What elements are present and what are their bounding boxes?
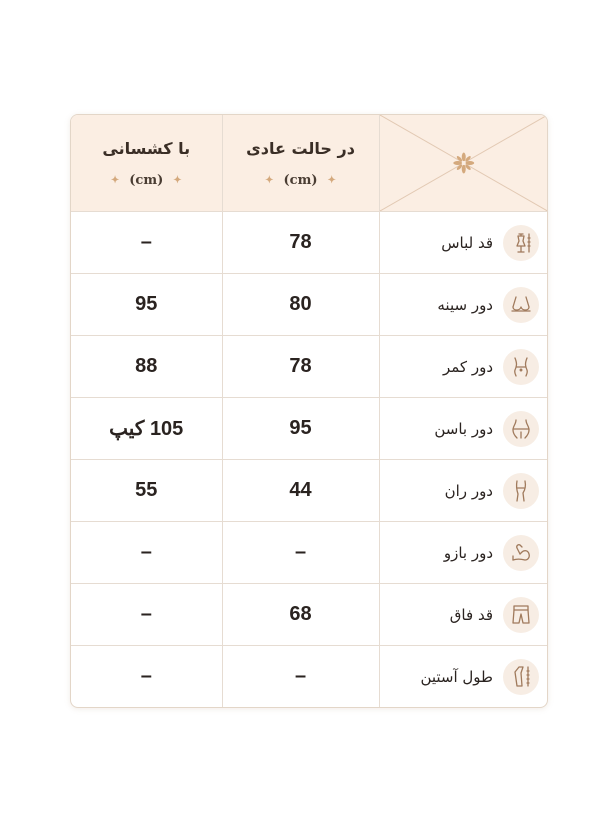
elastic-value: 55 (71, 460, 222, 522)
table-row (71, 646, 547, 707)
header-normal-title: در حالت عادی (246, 138, 355, 158)
elastic-value: 95 (71, 274, 222, 336)
row-label: طول آستین (420, 667, 493, 686)
normal-value: – (222, 646, 379, 707)
table-row (71, 522, 547, 584)
row-label: دور باسن (434, 419, 493, 438)
sleeve-icon (503, 659, 539, 695)
size-table (71, 115, 547, 707)
normal-value: – (222, 522, 379, 584)
header-elastic (71, 115, 222, 212)
row-label: قد لباس (441, 233, 493, 252)
sparkle-icon: ✦ (110, 174, 120, 186)
header-elastic-unit: (cm) (129, 172, 164, 188)
table-row (71, 584, 547, 646)
arm-icon (503, 535, 539, 571)
elastic-value: 105 کیپ (71, 398, 222, 460)
elastic-value: – (71, 646, 222, 707)
bra-icon (503, 287, 539, 323)
header-normal (222, 115, 379, 212)
shorts-icon (503, 597, 539, 633)
table-row (71, 398, 547, 460)
normal-value: 95 (222, 398, 379, 460)
normal-value: 44 (222, 460, 379, 522)
row-label: دور بازو (443, 543, 493, 562)
row-label: دور ران (444, 481, 493, 500)
hip-icon (503, 411, 539, 447)
thigh-icon (503, 473, 539, 509)
row-label: قد فاق (449, 605, 493, 624)
table-row (71, 212, 547, 274)
diagonal-flower-icon (380, 115, 548, 211)
header-normal-unit: (cm) (283, 172, 318, 188)
table-row (71, 336, 547, 398)
row-label: دور سینه (437, 295, 493, 314)
elastic-value: – (71, 522, 222, 584)
normal-value: 78 (222, 212, 379, 274)
table-row (71, 460, 547, 522)
normal-value: 78 (222, 336, 379, 398)
sparkle-icon: ✦ (265, 174, 274, 186)
normal-value: 68 (222, 584, 379, 646)
table-row (71, 274, 547, 336)
sparkle-icon: ✦ (327, 174, 336, 186)
elastic-value: 88 (71, 336, 222, 398)
header-corner (379, 115, 547, 212)
waist-icon (503, 349, 539, 385)
normal-value: 80 (222, 274, 379, 336)
sparkle-icon: ✦ (173, 174, 182, 186)
row-label: دور کمر (442, 357, 493, 376)
elastic-value: – (71, 212, 222, 274)
dress-form-icon (503, 225, 539, 261)
elastic-value: – (71, 584, 222, 646)
header-row (71, 115, 547, 212)
header-elastic-title: با کشسانی (102, 138, 191, 158)
size-chart-card (70, 114, 548, 708)
